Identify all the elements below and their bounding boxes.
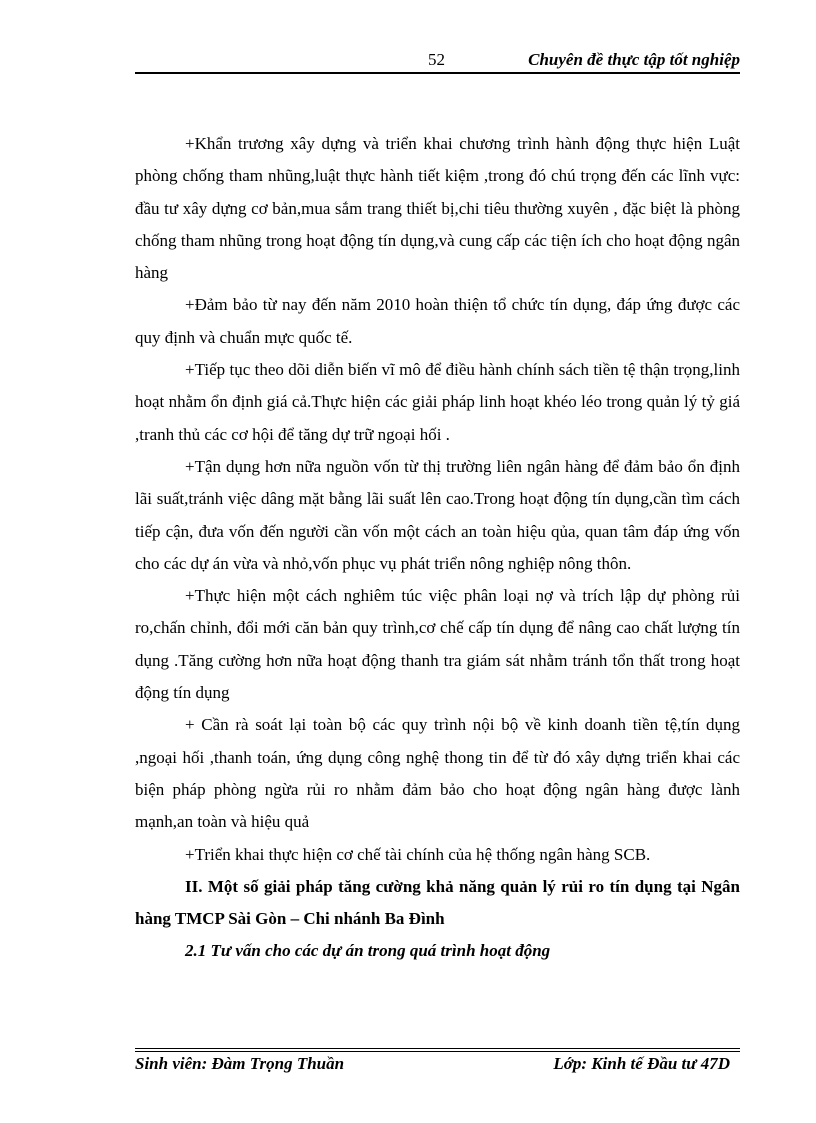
paragraph-monetary-policy: +Tiếp tục theo dõi diễn biến vĩ mô để điều hành chính sách tiền tệ thận trọng,linh hoạt nhằm ổn định giá cả.Thực hiện các giải pháp linh hoạt khéo léo trong quản lý tỷ giá ,tranh thủ các cơ hội để tăng dự trữ ngoại hối . [135,360,740,444]
header-divider [135,72,740,74]
page-header [135,48,740,74]
student-name: Sinh viên: Đàm Trọng Thuần [135,1054,345,1073]
footer-divider-top [135,1048,740,1049]
paragraph-anti-corruption: +Khẩn trương xây dựng và triển khai chương trình hành động thực hiện Luật phòng chống tham nhũng,luật thực hành tiết kiệm ,trong đó chú trọng đến các lĩnh vực: đầu tư xây dựng cơ bản,mua sắm trang thiết bị,chi tiêu thường xuyên , đặc biệt là phòng chống tham nhũng trong hoạt động tín dụng,và cung cấp các tiện ích cho hoạt động ngân hàng [135,134,740,283]
document-title: Chuyên đề thực tập tốt nghiệp [528,50,740,69]
paragraph-credit-organization: +Đảm bảo từ nay đến năm 2010 hoàn thiện tổ chức tín dụng, đáp ứng được các quy định và chuẩn mực quốc tế. [135,295,740,347]
page-footer [135,1054,740,1078]
subsection-heading: 2.1 Tư vấn cho các dự án trong quá trình hoạt động [185,941,551,961]
page-number: 52 [428,50,445,69]
class-info: Lớp: Kinh tế Đầu tư 47D [553,1054,730,1073]
footer-divider-bottom [135,1051,740,1052]
document-body [135,128,740,968]
paragraph-debt-classification: +Thực hiện một cách nghiêm túc việc phân loại nợ và trích lập dự phòng rủi ro,chấn chỉnh, đổi mới căn bản quy trình,cơ chế cấp tín dụng để nâng cao chất lượng tín dụng .Tăng cường hơn nữa hoạt động thanh tra giám sát nhằm tránh tổn thất trong hoạt động tín dụng [135,586,740,703]
paragraph-internal-processes: + Cần rà soát lại toàn bộ các quy trình nội bộ về kinh doanh tiền tệ,tín dụng ,ngoại hối ,thanh toán, ứng dụng công nghệ thong tin để từ đó xây dựng triển khai các biện pháp phòng ngừa rủi ro nhằm đảm bảo cho hoạt động ngân hàng được lành mạnh,an toàn và hiệu quả [135,715,740,832]
section-heading: II. Một số giải pháp tăng cường khả năng quản lý rủi ro tín dụng tại Ngân hàng TMCP Sài Gòn – Chi nhánh Ba Đình [135,876,740,929]
paragraph-interbank-capital: +Tận dụng hơn nữa nguồn vốn từ thị trường liên ngân hàng để đảm bảo ổn định lãi suất,tránh việc dâng mặt bằng lãi suất lên cao.Trong hoạt động tín dụng,cần tìm cách tiếp cận, đưa vốn đến người cần vốn một cách an toàn hiệu qủa, quan tâm đáp ứng vốn cho các dự án vừa và nhỏ,vốn phục vụ phát triển nông nghiệp nông thôn. [135,456,740,573]
paragraph-financial-mechanism: +Triển khai thực hiện cơ chế tài chính của hệ thống ngân hàng SCB. [185,844,651,864]
